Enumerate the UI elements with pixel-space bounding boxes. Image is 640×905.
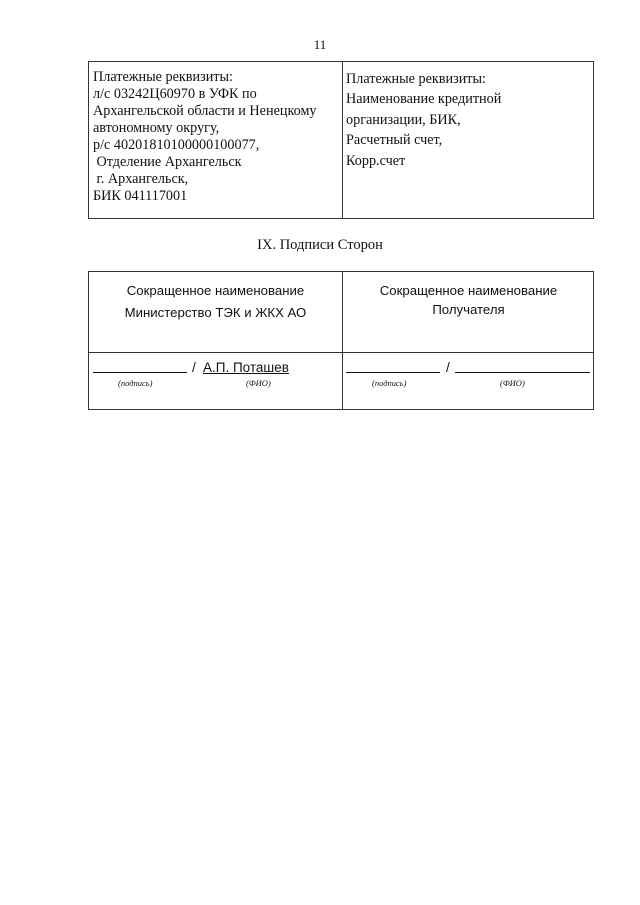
grantor-party-label: Сокращенное наименование (126, 283, 305, 298)
recipient-party-name (342, 282, 595, 319)
grantor-requisites-line: г. Архангельск, (93, 171, 189, 187)
recipient-party-title: Получателя (432, 301, 505, 317)
grantor-signer-name: А.П. Поташев (203, 360, 289, 375)
recipient-separator: / (446, 360, 450, 375)
grantor-requisites (93, 69, 339, 205)
grantor-requisites-line: Архангельской области и Ненецкому (93, 103, 317, 119)
grantor-party-title: Министерство ТЭК и ЖКХ АО (124, 304, 307, 320)
signatures-table (88, 271, 594, 410)
recipient-requisites-line: организации, БИК, (346, 111, 461, 128)
recipient-requisites-line: Корр.счет (346, 152, 406, 169)
grantor-signature-blank (93, 372, 187, 373)
grantor-requisites-line: р/с 40201810100000100077, (93, 137, 260, 153)
grantor-signature-caption: (подпись) (118, 378, 153, 388)
grantor-signature-line (89, 360, 342, 376)
recipient-name-blank (455, 372, 590, 373)
grantor-requisites-line: Платежные реквизиты: (93, 69, 233, 85)
signatures-horizontal-divider (89, 352, 593, 353)
recipient-requisites-line: Расчетный счет, (346, 132, 443, 149)
recipient-requisites (346, 69, 591, 171)
recipient-requisites-line: Платежные реквизиты: (346, 71, 486, 87)
grantor-separator: / (192, 360, 196, 375)
recipient-party-label: Сокращенное наименование (379, 283, 558, 298)
recipient-signature-caption: (подпись) (372, 378, 407, 388)
grantor-requisites-line: Отделение Архангельск (93, 154, 242, 170)
requisites-table (88, 61, 594, 219)
recipient-signature-line (342, 360, 595, 376)
page-number: 11 (313, 37, 327, 52)
recipient-signature-blank (346, 372, 440, 373)
grantor-requisites-line: автономному округу, (93, 120, 220, 136)
grantor-requisites-line: л/с 03242Ц60970 в УФК по (93, 86, 257, 102)
recipient-name-caption: (ФИО) (500, 378, 525, 388)
grantor-name-caption: (ФИО) (246, 378, 271, 388)
section-title: IX. Подписи Сторон (257, 237, 383, 253)
recipient-requisites-line: Наименование кредитной (346, 91, 502, 108)
grantor-party-name (89, 282, 342, 322)
requisites-divider (342, 62, 343, 218)
grantor-requisites-line: БИК 041117001 (93, 188, 188, 204)
